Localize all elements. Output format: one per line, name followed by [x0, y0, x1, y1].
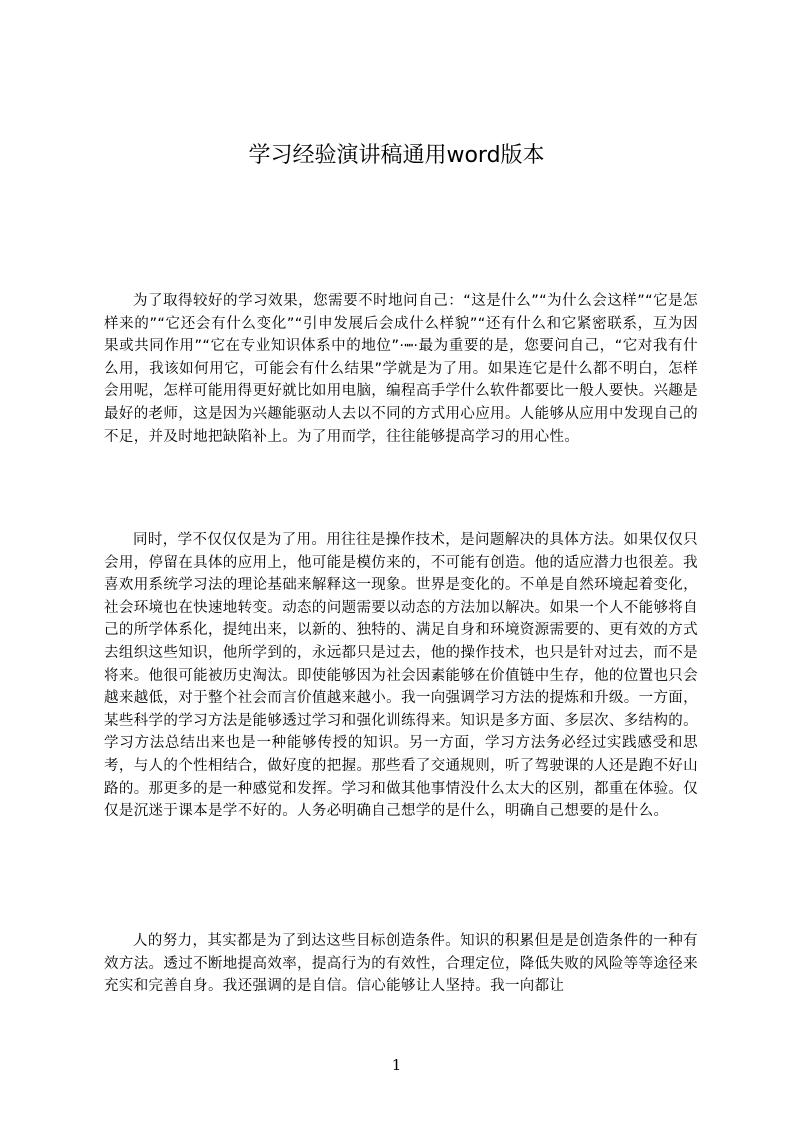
- document-title: 学习经验演讲稿通用word版本: [248, 143, 545, 168]
- body-paragraph-1: 为了取得较好的学习效果，您需要不时地问自己：“这是什么”“为什么会这样”“它是怎样来的”“它还会有什么变化”“引申发展后会成什么样貌”“还有什么和它紧密联系，互为因果或共同作用”“它在专业知识体系中的地位”·┉·最为重要的是，您要问自己，“它对我有什么用，我该如何用它，可能会有什么结果”学就是为了用。如果连它是什么都不明白，怎样会用呢，怎样可能用得更好就比如用电脑，编程高手学什么软件都要比一般人要快。兴趣是最好的老师，这是因为兴趣能驱动人去以不同的方式用心应用。人能够从应用中发现自己的不足，并及时地把缺陷补上。为了用而学，往往能够提高学习的用心性。: [104, 293, 698, 445]
- body-paragraph-3: 人的努力，其实都是为了到达这些目标创造条件。知识的积累但是是创造条件的一种有效方法。透过不断地提高效率，提高行为的有效性，合理定位，降低失败的风险等等途径来充实和完善自身。我还强调的是自信。信心能够让人坚持。我一向都让: [104, 933, 698, 995]
- body-paragraph-2: 同时，学不仅仅仅是为了用。用往往是操作技术，是问题解决的具体方法。如果仅仅只会用，停留在具体的应用上，他可能是模仿来的，不可能有创造。他的适应潜力也很差。我喜欢用系统学习法的理论基础来解释这一现象。世界是变化的。不单是自然环境起着变化，社会环境也在快速地转变。动态的问题需要以动态的方法加以解决。如果一个人不能够将自己的所学体系化，提纯出来，以新的、独特的、满足自身和环境资源需要的、更有效的方式去组织这些知识，他所学到的，永远都只是过去，他的操作技术，也只是针对过去，而不是将来。他很可能被历史淘汰。即使能够因为社会因素能够在价值链中生存，他的位置也只会越来越低，对于整个社会而言价值越来越小。我一向强调学习方法的提炼和升级。一方面，某些科学的学习方法是能够透过学习和强化训练得来。知识是多方面、多层次、多结构的。学习方法总结出来也是一种能够传授的知识。另一方面，学习方法务必经过实践感受和思考，与人的个性相结合，做好度的把握。那些看了交通规则，听了驾驶课的人还是跑不好山路的。那更多的是一种感觉和发挥。学习和做其他事情没什么太大的区别，都重在体验。仅仅是沉迷于课本是学不好的。人务必明确自己想学的是什么，明确自己想要的是什么。: [104, 532, 698, 820]
- page-number: 1: [391, 1056, 402, 1074]
